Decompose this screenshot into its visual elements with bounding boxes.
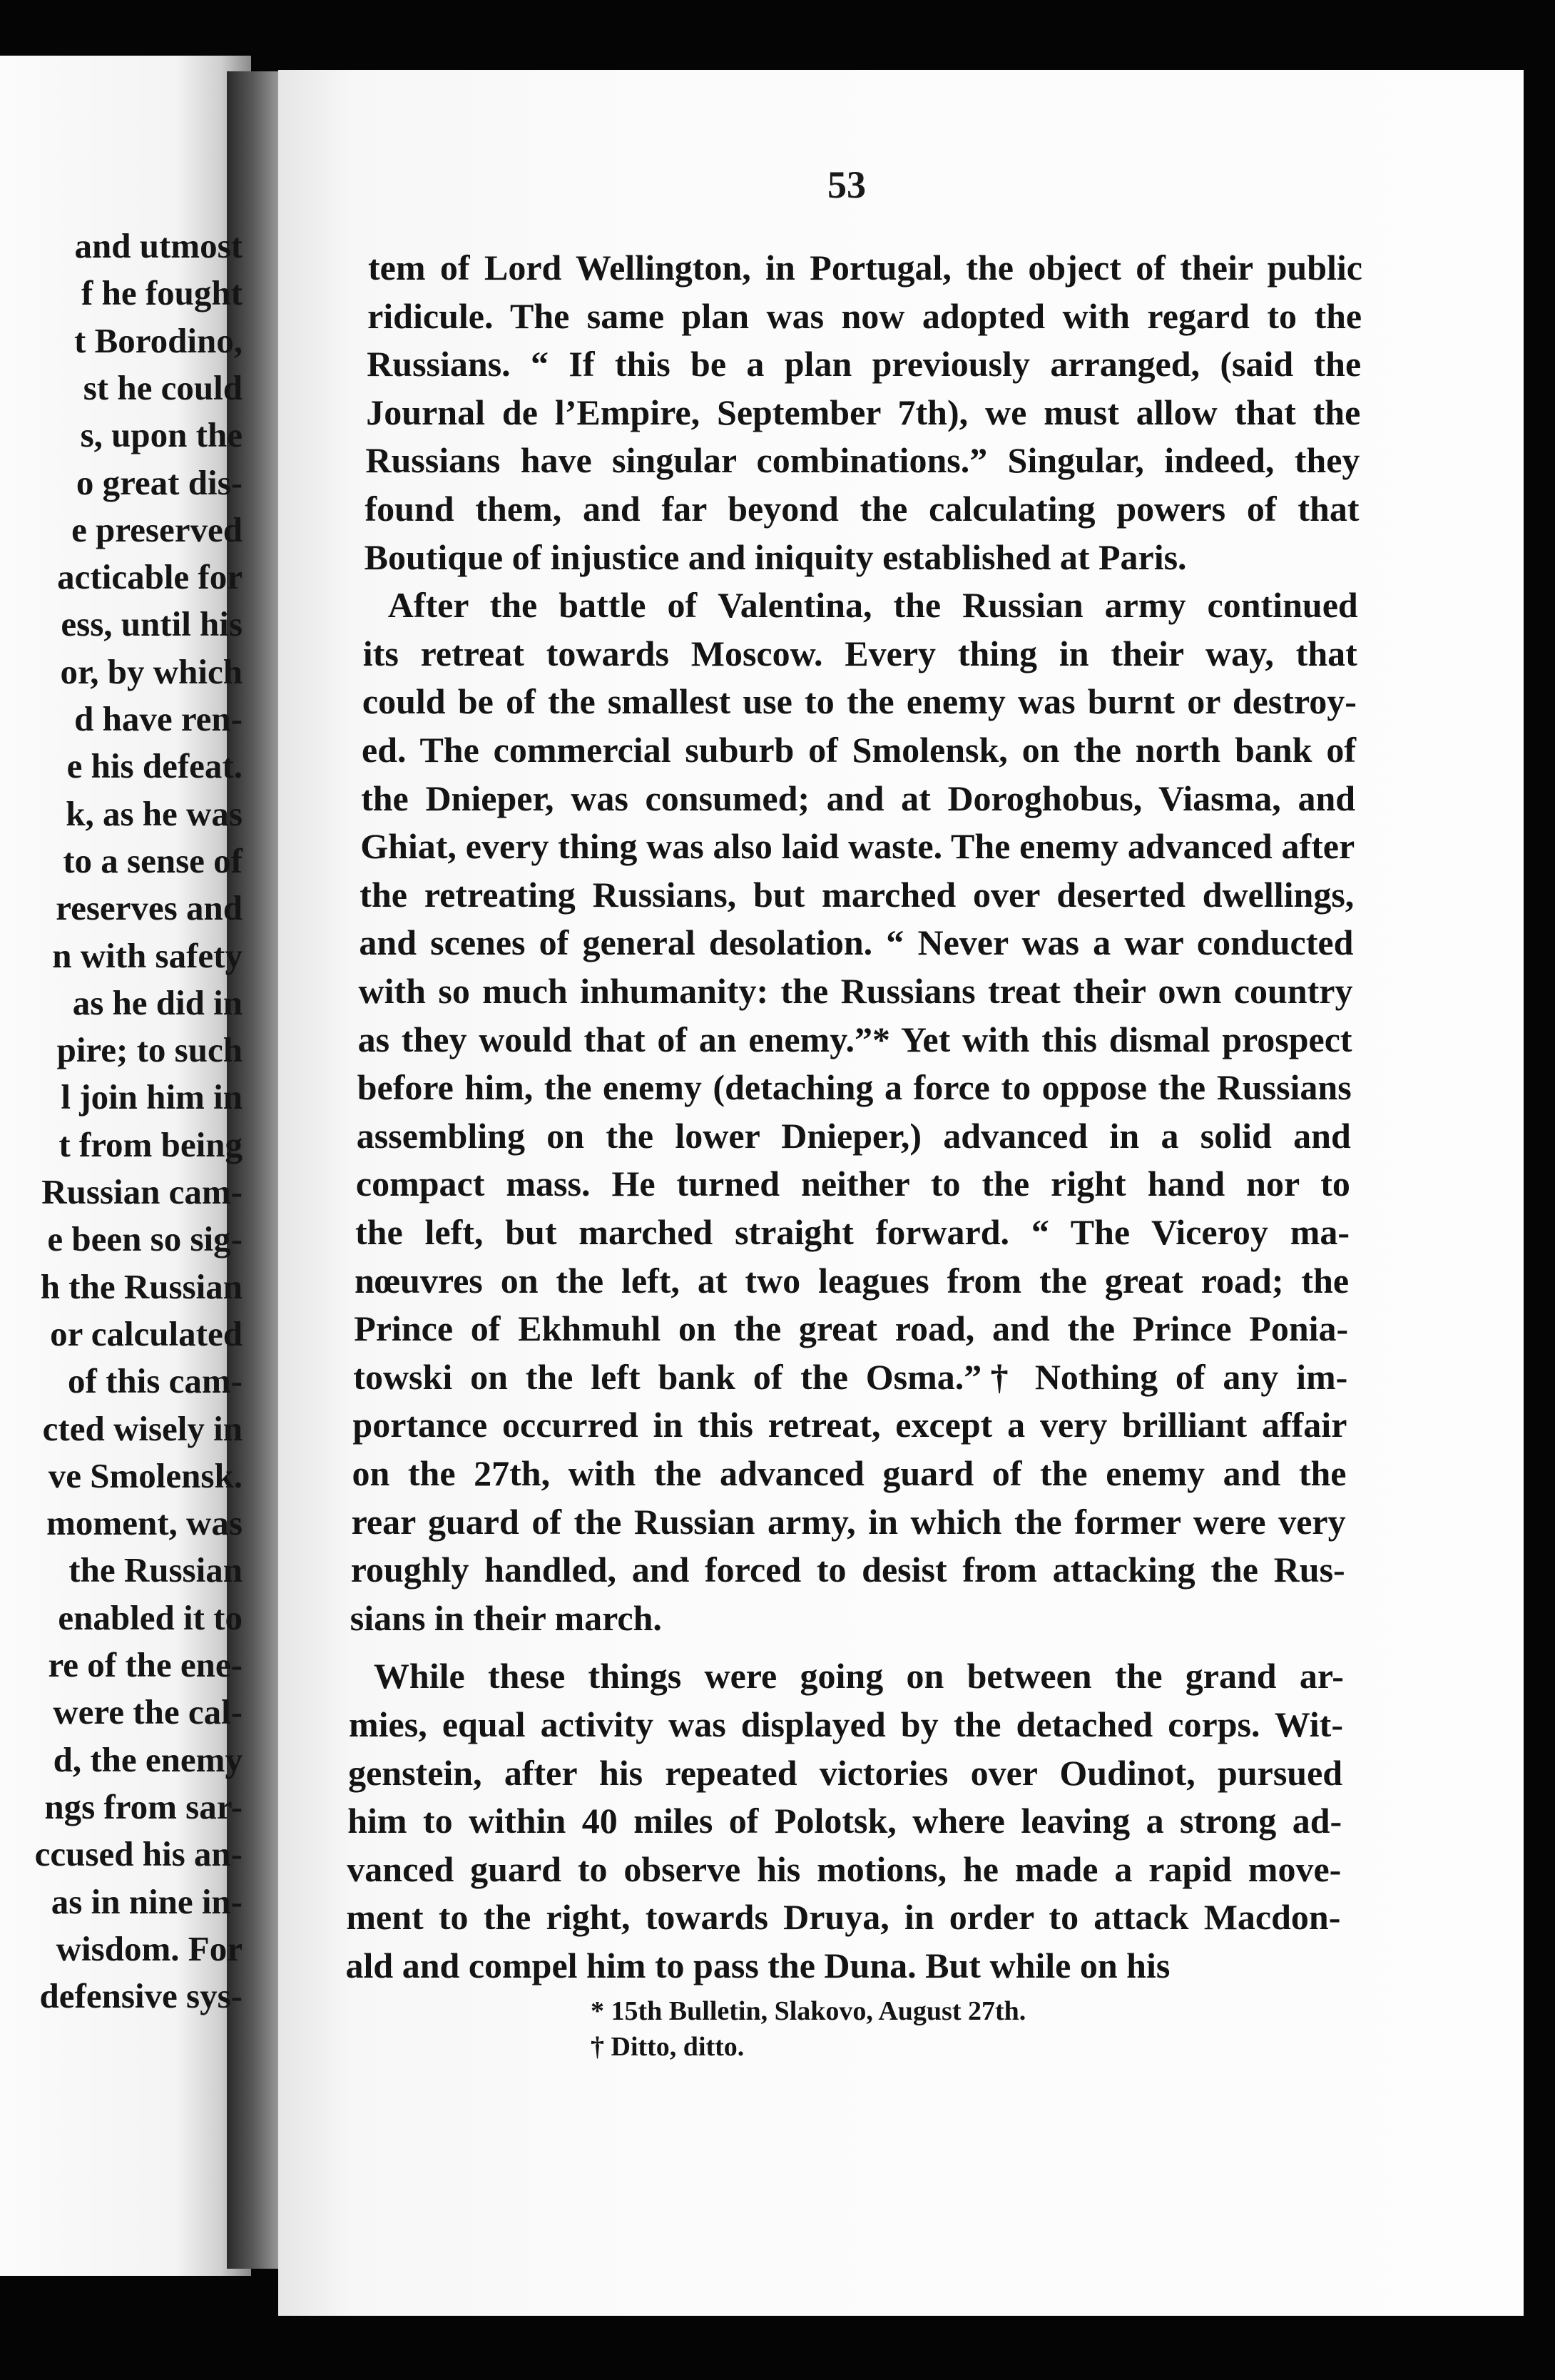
left-page-line: defensive sys- [39,1976,243,2016]
body-line: on the 27th, with the advanced guard of the enemy and the [352,1453,1347,1493]
body-line: compact mass. He turned neither to the right hand nor to [355,1164,1350,1204]
body-line: assembling on the lower Dnieper,) advanced in a solid and [356,1115,1351,1156]
body-line: tem of Lord Wellington, in Portugal, the object of their public [368,248,1362,288]
left-page-line: t Borodino, [74,320,243,360]
body-line: vanced guard to observe his motions, he made a rapid move- [347,1848,1342,1889]
left-page-line: reserves and [56,888,243,928]
left-page-line: ngs from sar- [44,1786,243,1826]
left-page-line: o great dis- [76,462,243,502]
left-page-line: Russian cam- [41,1172,243,1211]
left-page-line: re of the ene- [48,1645,243,1684]
body-line: its retreat towards Moscow. Every thing in their way, that [362,633,1357,673]
left-page-line: or, by which [60,651,243,691]
body-line: Boutique of injustice and iniquity established at Paris. [364,536,1187,577]
left-page-line: enabled it to [58,1597,243,1637]
left-page-line: and utmost [74,226,243,265]
body-line: and scenes of general desolation. “ Never was a war conducted [359,922,1354,963]
left-page-line: h the Russian [40,1266,243,1306]
left-page-line: wisdom. For [56,1928,243,1968]
body-line: rear guard of the Russian army, in which the former were very [351,1501,1346,1542]
left-page-line: the Russian [68,1550,243,1590]
body-line: Journal de l’Empire, September 7th), we must allow that the [366,392,1361,432]
page-number: 53 [827,163,866,206]
body-line: ed. The commercial suburb of Smolensk, on the north bank of [362,730,1356,770]
left-page-line: e his defeat. [66,746,243,786]
body-line: Ghiat, every thing was also laid waste. The enemy advanced after [360,826,1355,867]
left-page-line: cted wisely in [42,1408,243,1448]
left-page-line: moment, was [46,1503,243,1543]
body-line: sians in their march. [350,1597,662,1638]
body-line: the retreating Russians, but marched over deserted dwellings, [360,874,1355,915]
body-line: genstein, after his repeated victories over Oudinot, pursued [348,1752,1343,1793]
left-page-line: n with safety [52,935,243,975]
body-line: mies, equal activity was displayed by the detached corps. Wit- [349,1704,1343,1744]
left-page-line: were the cal- [53,1692,243,1732]
body-line: found them, and far beyond the calculating powers of that [364,489,1360,529]
body-line: before him, the enemy (detaching a force to oppose the Russians [357,1067,1352,1108]
body-line: roughly handled, and forced to desist from attacking the Rus- [350,1550,1345,1590]
left-page-line: ccused his an- [34,1834,243,1874]
left-page-line: of this cam- [68,1361,243,1401]
body-line: While these things were going on between the grand ar- [373,1656,1344,1697]
left-page-line: d, the enemy [53,1739,243,1779]
body-line: ald and compel him to pass the Duna. But while on his [345,1946,1171,1985]
left-page-line: or calculated [50,1313,243,1353]
left-page-line: k, as he was [66,793,243,833]
body-line: Russians have singular combinations.” Singular, indeed, they [365,440,1360,481]
body-line: ridicule. The same plan was now adopted with regard to the [367,295,1362,336]
body-line: with so much inhumanity: the Russians treat their own country [358,971,1353,1011]
body-line: Russians. “ If this be a plan previously arranged, (said the [367,344,1362,385]
left-page-line: t from being [58,1124,243,1164]
body-line: ment to the right, towards Druya, in order to attack Macdon- [346,1897,1341,1938]
body-line: the Dnieper, was consumed; and at Doroghobus, Viasma, and [361,778,1356,818]
body-line: him to within 40 miles of Polotsk, where leaving a strong ad- [347,1801,1342,1841]
body-line: After the battle of Valentina, the Russian army continued [387,585,1358,626]
left-page-line: as in nine in- [51,1881,243,1921]
body-line: towski on the left bank of the Osma.”† Nothing of any im- [353,1356,1348,1397]
left-page-line: ve Smolensk. [48,1455,243,1495]
body-line: portance occurred in this retreat, except a very brilliant affair [352,1405,1347,1445]
left-page-line: l join him in [61,1077,243,1117]
left-page-line: e been so sig- [47,1219,243,1259]
left-page-line: e preserved [71,509,243,549]
left-page-line: ess, until his [61,604,243,644]
body-line: Prince of Ekhmuhl on the great road, and the Prince Ponia- [354,1308,1349,1349]
footnote-line: † Ditto, ditto. [591,2032,745,2062]
body-line: nœuvres on the left, at two leagues from the great road; the [355,1260,1350,1301]
body-line: could be of the smallest use to the enemy was burnt or destroy- [362,681,1357,722]
left-page-line: s, upon the [80,415,243,455]
left-page-line: as he did in [72,982,243,1022]
left-page-line: to a sense of [63,840,243,880]
left-page-line: pire; to such [56,1030,243,1070]
left-page-line: f he fought [81,273,243,313]
body-line: the left, but marched straight forward. “ The Viceroy ma- [355,1212,1350,1252]
left-page-line: d have ren- [74,699,243,738]
left-page-line: acticable for [57,557,243,597]
left-page-line: st he could [83,367,243,407]
footnote-line: * 15th Bulletin, Slakovo, August 27th. [591,1996,1026,2026]
body-line: as they would that of an enemy.”* Yet with this dismal prospect [357,1019,1352,1059]
